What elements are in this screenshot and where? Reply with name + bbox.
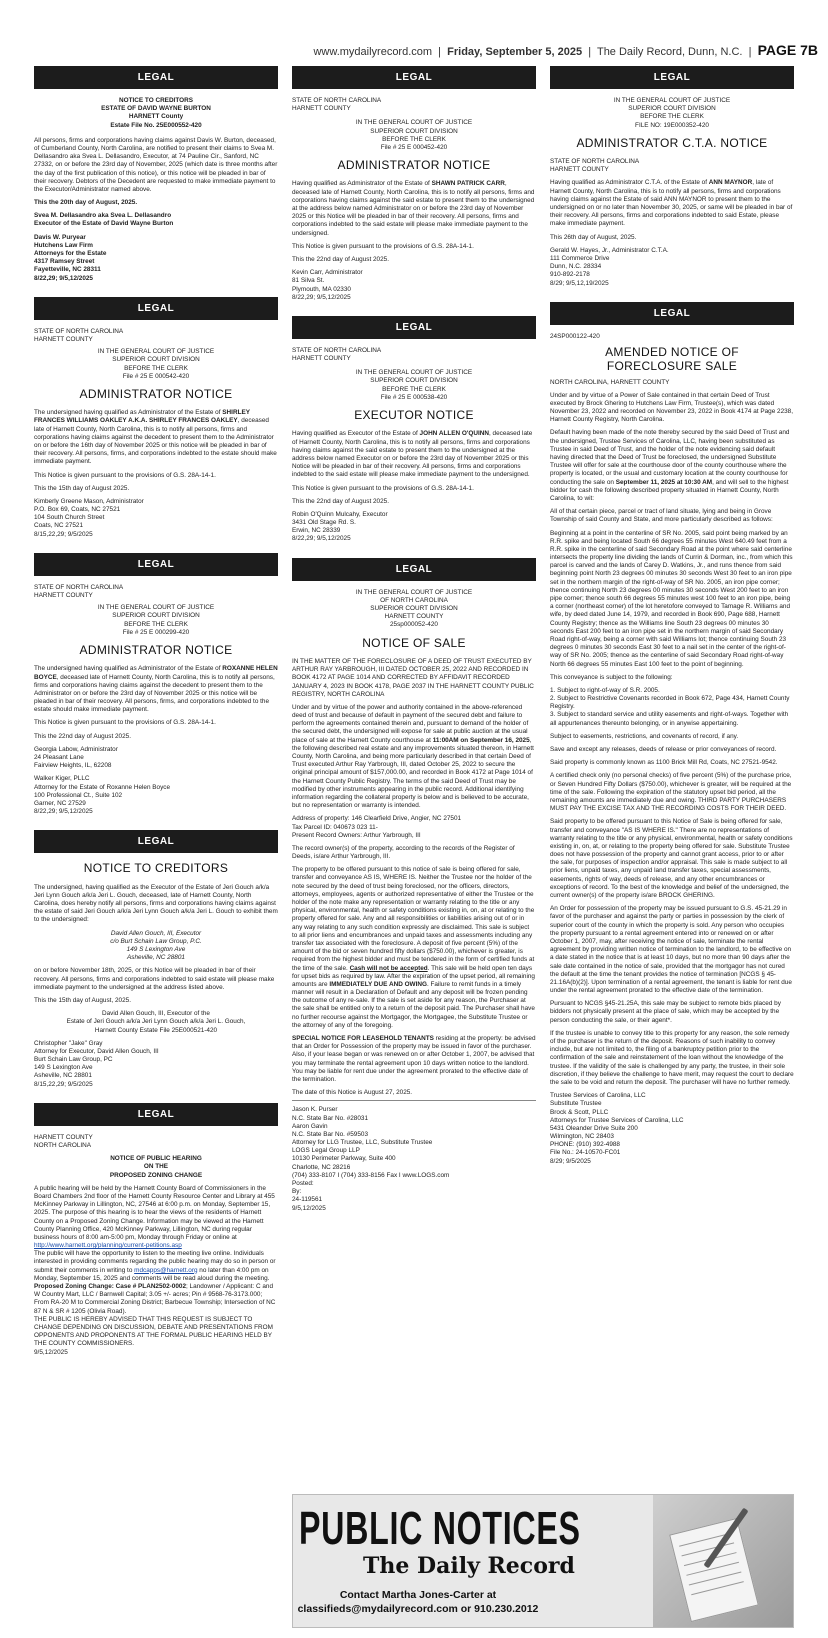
- county-line: HARNETT COUNTY: [292, 355, 351, 363]
- cash-warning: Cash will not be accepted: [349, 964, 428, 972]
- ad-contact: Contact Martha Jones-Carter at: [339, 1589, 497, 1601]
- paper-name: The Daily Record, Dunn, N.C.: [596, 46, 743, 58]
- sale-time: September 11, 2025 at 10:30 AM: [615, 478, 713, 486]
- court-line: OF NORTH CAROLINA: [380, 596, 448, 604]
- legal-banner: LEGAL: [550, 66, 794, 89]
- sale-time: 11:00AM on September 16, 2025: [432, 736, 530, 744]
- legal-banner: LEGAL: [34, 66, 278, 89]
- county-line: HARNETT COUNTY: [34, 335, 93, 343]
- address-line: Aaron Gavin: [292, 1122, 328, 1130]
- notice-caps: IN THE MATTER OF THE FORECLOSURE OF A DEED OF TRUST EXECUTED BY ARTHUR RAY YARBROUGH, III DATED OCTOBER 25, 2022 AND RECORDED IN BOOK 4172 AT PAGE 1014 AND CORRECTED BY AFFIDAVIT RECORDED JANUARY 4, 2023 IN BOOK 4178, PAGE 2037 IN THE HARNETT COUNTY PUBLIC REGISTRY, NORTH CAROLINA: [292, 657, 534, 698]
- publication-dates: 8/22,29; 9/5,12/2025: [34, 274, 93, 282]
- notice-body: Pursuant to NCGS §45-21.25A, this sale may be subject to remote bids placed by bidders not physically present at the place of sale, which may be accepted by the person conducting the sale, or their agent*.: [550, 1000, 781, 1024]
- file-number: 25sp000052-420: [390, 621, 438, 629]
- court-line: HARNETT COUNTY: [384, 613, 444, 621]
- publication-dates: 8/15,22,29; 9/5/2025: [34, 530, 93, 538]
- court-line: SUPERIOR COURT DIVISION: [628, 105, 716, 113]
- court-line: IN THE GENERAL COURT OF JUSTICE: [97, 348, 215, 356]
- notice-date: This the 22nd day of August 2025.: [34, 732, 131, 740]
- publication-dates: 8/22,29; 9/5,12/2025: [34, 808, 93, 816]
- notice-body: , the following described real estate and any improvements situated thereon, in Harnett County, North Carolina, and being more particularly described in that certain Deed of Trust executed Arthur Ray Yarbrough, III, dated October 25, 2022 to secure the original principal amount of $157,000.00, and recorded in Book 4172 at Page 1014 of the Harnett County Public Registry. The terms of the said Deed of Trust may be modified by other instruments appearing in the public record. Additional identifying information regarding the collateral property is below and is believed to be accurate, but no representation or warranty is intended.: [292, 736, 534, 810]
- property-address: Address of property: 146 Clearfield Drive, Angier, NC 27501: [292, 815, 462, 823]
- legal-banner: LEGAL: [34, 830, 278, 853]
- signer: Harnett County Estate File 25E000521-420: [94, 1026, 218, 1034]
- notice-body: Having qualified as Administrator C.T.A. of the Estate of: [550, 179, 709, 187]
- notice-date: This the 15th day of August, 2025.: [34, 996, 131, 1004]
- page-header: www.mydailyrecord.com | Friday, September 5, 2025 | The Daily Record, Dunn, N.C. | PAGE 7B: [313, 42, 818, 58]
- address-line: Garner, NC 27529: [34, 799, 86, 807]
- column-3: [550, 66, 794, 1634]
- legal-banner: LEGAL: [34, 1103, 278, 1126]
- address-line: N.C. State Bar No. #28031: [292, 1114, 369, 1122]
- case-number: Proposed Zoning Change: Case # PLAN2502-0002: [34, 1283, 186, 1291]
- notice-line: Estate File No. 25E000552-420: [110, 121, 202, 129]
- email-link[interactable]: mdcapps@harnett.org: [134, 1266, 198, 1274]
- notice-body: , deceased late of Harnett County, North Carolina, this is to notify all persons, firms and corporations having claims against the said estate to present them to the undersigned at the address below named Executor on or before the 23rd day of November 2025 or this Notice will be pleaded in bar of their recovery. All persons, firms and corporations indebted to the said estate will please make immediate payment to the undersigned.: [292, 430, 533, 479]
- notice-body: All of that certain piece, parcel or tract of land situate, lying and being in Grove Township of said County and State, and more particularly described as follows:: [550, 508, 773, 524]
- legal-banner: LEGAL: [34, 553, 278, 576]
- address-line: 3431 Old Stage Rd. S.: [292, 519, 356, 527]
- notice-body: A certified check only (no personal checks) of five percent (5%) of the purchase price, or Seven Hundred Fifty Dollars ($750.00), whichever is greater, will be required at the time of the sale. Following the expiration of the statutory upset bid period, all the remaining amounts are immediately due and owing. THIRD PARTY PURCHASERS MUST PAY THE EXCISE TAX AND THE RECORDING COSTS FOR THEIR DEED.: [550, 772, 792, 813]
- signer: Estate of Jeri Gouch a/k/a Jeri Lynn Gouch a/k/a Jeri L. Gouch,: [66, 1018, 246, 1026]
- address-line: 81 Silva St.: [292, 277, 325, 285]
- notice-body: Save and except any releases, deeds of release or prior conveyances of record.: [550, 746, 777, 754]
- address-line: (704) 333-8107 I (704) 333-8156 Fax I www.LOGS.com: [292, 1171, 450, 1179]
- decedent-name: ANN MAYNOR: [708, 179, 753, 187]
- court-line: SUPERIOR COURT DIVISION: [370, 127, 458, 135]
- county-line: NORTH CAROLINA, HARNETT COUNTY: [550, 378, 670, 386]
- statute-line: This Notice is given pursuant to the provisions of G.S. 28A-14-1.: [292, 242, 474, 250]
- notice-title: NOTICE OF PUBLIC HEARING: [110, 1155, 202, 1163]
- state-line: NORTH CAROLINA: [34, 1142, 92, 1150]
- legal-banner: LEGAL: [292, 66, 536, 89]
- signer: David Allen Gouch, III, Executor of the: [102, 1010, 210, 1018]
- notice-body: , deceased late of Harnett County, North Carolina, this is to notify all persons, firms and corporations having claims against the said estate to present them to the undersigned at the address below named Administrator on or before the 23rd day of November 2025 or this Notice will be pleaded in bar of their recovery. All persons, firms and corporations indebted to the said estate will please make immediate payment to the undersigned.: [292, 180, 535, 237]
- address-line: Attorney for Executor, David Allen Gouch, III: [34, 1047, 159, 1055]
- notice-body: Having qualified as Administrator of the Estate of: [292, 180, 432, 188]
- address-line: c/o Burt Schain Law Group, P.C.: [110, 937, 202, 945]
- address-line: Attorneys for the Estate: [34, 250, 107, 257]
- address-line: Brock & Scott, PLLC: [550, 1108, 609, 1116]
- address-line: 149 S Lexington Ave: [34, 1064, 93, 1072]
- notice-admin-oakley: [34, 328, 278, 539]
- address-line: Fairview Heights, IL, 62208: [34, 762, 112, 770]
- address-line: 111 Commerce Drive: [550, 254, 610, 262]
- notice-body: The undersigned, having qualified as the Executor of the Estate of Jeri Gouch a/k/a Jeri Lynn Gouch a/k/a Jeri L. Gouch, deceased, late of Harnett County, North Carolina, does hereby notify all persons, firms and corporations having claims against the estate of said Jeri Gouch a/k/a Jeri Lynn Gouch a/k/a Jeri L. Gouch to exhibit them to the undersigned:: [34, 883, 278, 924]
- signer-title: Executor of the Estate of David Wayne Burton: [34, 220, 174, 228]
- address-line: 5431 Oleander Drive Suite 200: [550, 1124, 638, 1132]
- notice-title: ON THE: [143, 1163, 169, 1171]
- notice-body: , deceased late of Harnett County, North Carolina, this is to notify all persons, firms and corporations having claims against the decedent to present them to the Administrator on or before the 16th day of November 2025 or this notice will be pleaded in bar of their recovery. All persons, firms, and corporations indebted to the estate should make immediate payment.: [34, 417, 277, 466]
- notice-date: The date of this Notice is August 27, 2025.: [292, 1089, 536, 1101]
- legal-banner: LEGAL: [34, 297, 278, 320]
- state-line: STATE OF NORTH CAROLINA: [292, 346, 382, 354]
- notice-body: Default having been made of the note thereby secured by the said Deed of Trust and the undersigned, Trustee Services of Carolina, LLC, having been substituted as Trustee in said Deed of Trust, and the holder of the note evidencing said default having directed that the Deed of Trust be foreclosed, the undersigned Substitute Trustee will offer for sale at the courthouse door of the county courthouse where the property is located, or the usual and customary location at the county courthouse for conducting the sale on: [550, 429, 790, 486]
- address-line: Posted:: [292, 1180, 314, 1188]
- due-warning: IMMEDIATELY DUE AND OWING: [329, 980, 427, 988]
- notice-date: This 26th day of August, 2025.: [550, 233, 637, 241]
- case-details: ; Landowner / Applicant: C and W Country Mart, LLC / Barnwell Capital; 3.05 +/- acres; Pin # 9568-76-3173.000; From RA-20 M to Commercial Zoning District; Barbecue Township; Intersection of NC 87 N & SR # 1205 (Olivia Road).: [34, 1283, 276, 1315]
- publication-dates: 9/5,12/2025: [34, 1348, 68, 1356]
- tenant-heading: SPECIAL NOTICE FOR LEASEHOLD TENANTS: [292, 1035, 434, 1043]
- address-line: Charlotte, NC 28216: [292, 1163, 351, 1171]
- column-1: [34, 66, 278, 1634]
- address-line: 104 South Church Street: [34, 514, 105, 522]
- notice-body: This conveyance is subject to the following:: [550, 673, 673, 681]
- address-line: Plymouth, MA 02330: [292, 285, 351, 293]
- county-line: HARNETT COUNTY: [550, 166, 609, 174]
- address-line: Christopher "Jake" Gray: [34, 1039, 103, 1047]
- notice-body: , and will sell to the highest bidder for cash the following described property situated in Harnett County, North Carolina, to wit:: [550, 478, 789, 502]
- notice-line: HARNETT County: [128, 113, 184, 121]
- notice-body: no later than 4:00 pm on Monday, September 15, 2025 and comments will be read aloud during the meeting.: [34, 1266, 270, 1282]
- address-line: Burt Schain Law Group, PC: [34, 1056, 113, 1064]
- address-line: Asheville, NC 28801: [34, 1072, 92, 1080]
- court-line: BEFORE THE CLERK: [382, 135, 446, 143]
- address-line: Attorney for LLG Trustee, LLC, Substitute Trustee: [292, 1139, 433, 1147]
- site-url[interactable]: www.mydailyrecord.com: [313, 46, 433, 58]
- court-line: IN THE GENERAL COURT OF JUSTICE: [355, 369, 473, 377]
- address-line: Davis W. Puryear: [34, 233, 86, 241]
- notice-title: AMENDED NOTICE OF: [605, 344, 739, 359]
- notice-body: The undersigned having qualified as Administrator of the Estate of: [34, 409, 223, 417]
- notice-creditors-burton: [34, 97, 278, 283]
- address-line: 149 S Lexington Ave: [126, 946, 186, 954]
- issue-date: Friday, September 5, 2025: [447, 46, 583, 58]
- notice-body: Said property to be offered pursuant to this Notice of Sale is being offered for sale, transfer and conveyance "AS IS WHERE IS." There are no representations of warranty relating to the title or any physical, environmental, health or safety conditions existing in, on, at, or relating to the property being offered for sale. Substitute Trustee does not have possession of the property and cannot grant access, prior to or after the sale, for purposes of inspection and/or appraisal. This sale is made subject to all prior liens, unpaid taxes, any unpaid land transfer taxes, special assessments, easements, rights of way, deeds of release, and any other encumbrances or exceptions of record. To the best of the knowledge and belief of the undersigned, the current owner(s) of the property is/are BROCK GHERING.: [550, 818, 793, 900]
- ad-title: PUBLIC NOTICES: [299, 1502, 581, 1554]
- statute-line: This Notice is given pursuant to the provisions of G.S. 28A-14-1.: [292, 484, 474, 492]
- column-2: [292, 66, 536, 1634]
- address-line: Dunn, N.C. 28334: [550, 263, 602, 271]
- court-line: SUPERIOR COURT DIVISION: [370, 377, 458, 385]
- notice-body: The undersigned having qualified as Administrator of the Estate of: [34, 665, 223, 673]
- court-line: SUPERIOR COURT DIVISION: [112, 356, 200, 364]
- legal-banner: LEGAL: [292, 316, 536, 339]
- address-line: Walker Kiger, PLLC: [34, 775, 90, 783]
- notice-body: residing at the property: be advised that an Order for Possession of the property may be issued in favor of the purchaser. Also, if your lease began or was renewed on or after October 1, 2007, be advised that you may terminate the rental agreement upon 10 days written notice to the landlord. You may be liable for rent due under the agreement prorated to the effective date of the termination.: [292, 1035, 536, 1083]
- address-line: Kimberly Greene Mason, Administrator: [34, 497, 144, 505]
- address-line: Hutchens Law Firm: [34, 241, 93, 249]
- notice-line: NOTICE TO CREDITORS: [119, 97, 193, 104]
- file-number: File # 25 E 000542-420: [122, 372, 190, 380]
- notice-body: , deceased late of Harnett County, North Carolina, this is to notify all persons, firms and corporations having claims against the decedent to present them to the Administrator on or before the 23rd day of November 2025 or this notice will be pleaded in bar of their recovery. All persons, firms, and corporations indebted to the estate should make immediate payment.: [34, 673, 275, 714]
- notice-title: NOTICE OF SALE: [362, 635, 466, 650]
- decedent-name: SHIRLEY FRANCES WILLIAMS OAKLEY A.K.A. SHIRLEY FRANCES OAKLEY: [34, 409, 250, 425]
- state-line: STATE OF NORTH CAROLINA: [34, 327, 124, 335]
- state-line: STATE OF NORTH CAROLINA: [34, 583, 124, 591]
- notice-date: This the 22nd day of August 2025.: [292, 255, 389, 263]
- address-line: N.C. State Bar No. #59503: [292, 1130, 369, 1138]
- court-line: IN THE GENERAL COURT OF JUSTICE: [355, 119, 473, 127]
- notice-creditors-gouch: [34, 861, 278, 1088]
- notice-body: Subject to easements, restrictions, and covenants of record, if any.: [550, 732, 739, 740]
- newspaper-photo-icon: [653, 1495, 793, 1627]
- notice-body: The property to be offered pursuant to this notice of sale is being offered for sale, transfer and conveyance AS IS, WHERE IS. Neither the Trustee nor the holder of the note secured by the deed of trust being foreclosed, nor the officers, directors, attorneys, employees, agents or authorized representative of either the Trustee or the holder of the note make any representation or warranty relating to the title or any physical, environmental, health or safety conditions existing in, on, at or relating to the property offered for sale. Any and all responsibilities or liabilities arising out of or in any way relating to any such condition expressly are disclaimed. This sale is subject to all prior liens and encumbrances and unpaid taxes and assessments including any transfer tax associated with the foreclosure. A deposit of five percent (5%) of the amount of the bid or seven hundred fifty dollars ($750.00), whichever is greater, is required from the highest bidder and must be tendered in the form of certified funds at the time of the sale.: [292, 866, 535, 972]
- decedent-name: JOHN ALLEN O'QUINN: [419, 430, 489, 438]
- publication-dates: 8/29; 9/5,12,19/2025: [550, 279, 609, 287]
- address-line: 910-892-2178: [550, 271, 590, 279]
- court-line: SUPERIOR COURT DIVISION: [370, 605, 458, 613]
- notice-body: . This sale will be held open ten days for upset bids as required by law. After the expiration of the upset period, all remaining amounts are: [292, 964, 535, 988]
- decedent-name: SHAWN PATRICK CARR: [431, 180, 505, 188]
- address-line: 24 Pleasant Lane: [34, 754, 84, 762]
- state-line: STATE OF NORTH CAROLINA: [292, 97, 382, 104]
- address-line: Asheville, NC 28801: [127, 954, 185, 962]
- legal-banner: LEGAL: [550, 302, 794, 325]
- notice-body: , late of Harnett County, North Carolina, this is to notify all persons, firms and corporations having claims against the Estate of said ANN MAYNOR to present them to the undersigned on or no later than November 30, 2025, or same will be pleaded in bar of their recovery. All persons, firms and corporations indebted to said Estate, please make immediate payment.: [550, 179, 793, 228]
- notice-admin-cta-maynor: [550, 97, 794, 288]
- record-owners: Present Record Owners: Arthur Yarbrough, III: [292, 831, 421, 839]
- address-line: File No.: 24-10570-FC01: [550, 1149, 621, 1157]
- address-line: Fayetteville, NC 28311: [34, 266, 101, 274]
- file-number: File # 25 E 000452-420: [380, 143, 448, 151]
- planning-link[interactable]: http://www.harnett.org/planning/current-petitions.asp: [34, 1242, 182, 1250]
- notice-body: on or before November 18th, 2025, or this Notice will be pleaded in bar of their recovery. All persons, firms and corporations indebted to said estate will please make immediate payment to the undersigned at the address listed above.: [34, 967, 275, 991]
- county-line: HARNETT COUNTY: [34, 1133, 93, 1141]
- address-line: LOGS Legal Group LLP: [292, 1147, 360, 1155]
- publication-dates: 8/22,29; 9/5,12/2025: [292, 535, 351, 543]
- signer: Svea M. Dellasandro aka Svea L. Dellasandro: [34, 212, 172, 220]
- notice-body: Said property is commonly known as 1100 Brick Mill Rd, Coats, NC 27521-9542.: [550, 759, 778, 767]
- address-line: Wilmington, NC 28403: [550, 1133, 614, 1141]
- court-line: BEFORE THE CLERK: [124, 364, 188, 372]
- address-line: Erwin, NC 28339: [292, 527, 341, 535]
- address-line: Georgia Labow, Administrator: [34, 745, 118, 753]
- court-line: IN THE GENERAL COURT OF JUSTICE: [97, 604, 215, 612]
- notice-body: Under and by virtue of a Power of Sale contained in that certain Deed of Trust executed by Brock Ghering to Hutchens Law Firm, Trustee(s), which was dated November 23, 2022 and recorded on November 23, 2022 in Book 4174 at Page 2238, Harnett County Registry, North Carolina.: [550, 391, 794, 424]
- address-line: PHONE: (910) 392-4988: [550, 1141, 620, 1149]
- file-number: FILE NO: 19E000352-420: [635, 121, 709, 129]
- notice-admin-carr: [292, 97, 536, 302]
- court-line: BEFORE THE CLERK: [640, 113, 704, 121]
- list-item: 3. Subject to standard service and utility easements and right-of-ways. Together with all appurtenances thereunto belonging, or in anywise appertaining.: [550, 711, 789, 727]
- county-line: HARNETT COUNTY: [292, 105, 351, 113]
- notice-foreclosure-ghering: [550, 333, 794, 1166]
- publication-dates: 9/5,12/2025: [292, 1204, 326, 1212]
- public-notices-ad[interactable]: [292, 1494, 794, 1628]
- address-line: Attorneys for Trustee Services of Carolina, LLC: [550, 1116, 684, 1124]
- notice-line: ESTATE OF DAVID WAYNE BURTON: [101, 105, 211, 113]
- notice-title: ADMINISTRATOR NOTICE: [337, 158, 491, 173]
- publication-dates: 8/29; 9/5/2025: [550, 1157, 591, 1165]
- notice-of-sale-yarbrough: [292, 589, 536, 1213]
- file-number: File # 25 E 000299-420: [122, 628, 190, 636]
- state-line: STATE OF NORTH CAROLINA: [550, 158, 640, 166]
- court-line: IN THE GENERAL COURT OF JUSTICE: [613, 97, 731, 104]
- list-item: 1. Subject to right-of-way of S.R. 2005.: [550, 686, 660, 694]
- file-number: 24SP000122-420: [550, 332, 600, 340]
- notice-admin-boyce: [34, 584, 278, 816]
- notice-body: An Order for possession of the property may be issued pursuant to G.S. 45-21.29 in favor of the purchaser and against the party or parties in possession by the clerk of superior court of the county in which the property is sold. Any person who occupies the property pursuant to a rental agreement entered into or renewed on or after October 1, 2007, may, after receiving the notice of sale, terminate the rental agreement by providing written notice of termination to the landlord, to be effective on a date stated in the notice that is at least 10 days, but no more than 90 days after the sale date contained in the notice of sale, provided that the mortgagor has not cured the default at the time the tenant provides the notice of termination [NCGS § 45-21.16A(b)(2)]. Upon termination of a rental agreement, the tenant is liable for rent due under the rental agreement prorated to the effective date of the termination.: [550, 905, 792, 995]
- court-line: BEFORE THE CLERK: [382, 385, 446, 393]
- notice-body: Having qualified as Executor of the Estate of: [292, 430, 420, 438]
- notice-title: ADMINISTRATOR NOTICE: [79, 386, 233, 401]
- legal-banner: LEGAL: [292, 558, 536, 581]
- address-line: P.O. Box 69, Coats, NC 27521: [34, 506, 121, 514]
- notice-executor-oquinn: [292, 347, 536, 544]
- notice-body: All persons, firms and corporations having claims against Davis W. Burton, deceased, of Cumberland County, North Carolina, are notified to present their claims to Svea M. Dellasandro aka Svea L. Dellasandro, Executor, at 74 Pauline Cir., Sanford, NC 27332, on or before the 23rd day of November, 2025 (which date is three months after the day of the first publication of this notice), or this notice will be pleaded in bar of their recovery. Debtors of the Decedent are requested to make immediate payment to the Executor/Administrator named above.: [34, 136, 278, 193]
- file-number: File # 25 E 000538-420: [380, 393, 448, 401]
- notice-title: EXECUTOR NOTICE: [354, 408, 474, 423]
- address-line: Attorney for the Estate of Roxanne Helen Boyce: [34, 783, 171, 791]
- notice-body: The public will have the opportunity to listen to the meeting live online. Individuals interested in providing comments regarding the public hearing may do so in person or submit their comments in writing to: [34, 1250, 276, 1274]
- address-line: Coats, NC 27521: [34, 522, 84, 530]
- address-line: 100 Professional Ct., Suite 102: [34, 791, 123, 799]
- notice-public-hearing: [34, 1134, 278, 1357]
- address-line: Kevin Carr, Administrator: [292, 269, 363, 277]
- ad-contact-details[interactable]: classifieds@mydailyrecord.com or 910.230.2012: [297, 1602, 539, 1615]
- daily-record-logo: The Daily Record: [363, 1553, 575, 1579]
- address-line: Gerald W. Hayes, Jr., Administrator C.T.A.: [550, 246, 669, 254]
- address-line: Trustee Services of Carolina, LLC: [550, 1092, 646, 1100]
- decedent-name: ROXANNE HELEN BOYCE: [34, 665, 278, 681]
- notice-body: Under and by virtue of the power and authority contained in the above-referenced deed of trust and because of default in payment of the secured debt and failure to perform the agreements contained therein and, pursuant to demand of the holder of the secured debt, the undersigned will expose for sale at public auction at the usual place of sale at the Harnett County courthouse at: [292, 703, 529, 744]
- address-line: Substitute Trustee: [550, 1100, 602, 1108]
- list-item: 2. Subject to Restrictive Covenants recorded in Book 672, Page 434, Harnett County Registry.: [550, 695, 790, 711]
- address-line: 24-119561: [292, 1196, 323, 1204]
- notice-title: ADMINISTRATOR NOTICE: [79, 642, 233, 657]
- notice-date: This the 20th day of August, 2025.: [34, 199, 138, 207]
- tax-parcel: Tax Parcel ID: 040673 023 11-: [292, 823, 378, 831]
- statute-line: This Notice is given pursuant to the provisions of G.S. 28A-14-1.: [34, 471, 216, 479]
- address-line: Robin O'Quinn Mulcahy, Executor: [292, 510, 388, 518]
- publication-dates: 8/15,22,29; 9/5/2025: [34, 1080, 93, 1088]
- notice-date: This the 15th day of August 2025.: [34, 484, 130, 492]
- court-line: SUPERIOR COURT DIVISION: [112, 612, 200, 620]
- address-line: David Allen Gouch, III, Executor: [110, 929, 202, 937]
- notice-title: NOTICE TO CREDITORS: [83, 861, 229, 876]
- notice-body: If the trustee is unable to convey title to this property for any reason, the sole remedy of the purchaser is the return of the deposit. Reasons of such inability to convey include, but are not limited to, the filing of a bankruptcy petition prior to the confirmation of the sale and reinstatement of the loan without the knowledge of the trustee. If the validity of the sale is challenged by any party, the trustee, in their sole discretion, if they believe the challenge to have merit, may request the court to declare the sale to be void and return the deposit. The purchaser will have no further remedy.: [550, 1029, 794, 1086]
- publication-dates: 8/22,29; 9/5,12/2025: [292, 293, 351, 301]
- notice-body: The record owner(s) of the property, according to the records of the Register of Deeds, is/are Arthur Yarbrough, III.: [292, 844, 515, 861]
- page-number: PAGE 7B: [757, 42, 818, 58]
- court-line: BEFORE THE CLERK: [124, 620, 188, 628]
- notice-title: ADMINISTRATOR C.T.A. NOTICE: [576, 135, 768, 150]
- address-line: Jason K. Purser: [292, 1106, 338, 1114]
- address-line: 4317 Ramsey Street: [34, 258, 95, 266]
- address-line: By:: [292, 1188, 302, 1196]
- notice-caps: THE PUBLIC IS HEREBY ADVISED THAT THIS REQUEST IS SUBJECT TO CHANGE DEPENDING ON DISCUSSION, DEBATE AND PRESENTATIONS FROM OPPONENTS AND PROPONENTS AT THE FORMAL PUBLIC HEARING HELD BY THE COUNTY COMMISSIONERS.: [34, 1315, 273, 1348]
- county-line: HARNETT COUNTY: [34, 592, 93, 600]
- notice-title: FORECLOSURE SALE: [606, 358, 738, 373]
- notice-date: This the 22nd day of August 2025.: [292, 497, 389, 505]
- notice-body: A public hearing will be held by the Harnett County Board of Commissioners in the Board Chambers 2nd floor of the Harnett County Resource Center and Library at 455 McKinney Parkway in Lillington, NC, 27546 at 6:00 p.m. on Monday, September 15, 2025. The purpose of this hearing is to hear the views of the residents of Harnett County on a Proposed Zoning Change. Information may be viewed at the Harnett County Planning Office, 420 McKinney Parkway, Lillington, NC during regular business hours of 8:00 am-5:00 pm, Monday through Friday or online at: [34, 1184, 275, 1241]
- property-description: Beginning at a point in the centerline of SR No. 2005, said point being marked by an R.R. spike and being located South 66 degrees 55 minutes West 640.49 feet from a R.R. spike in the centerline of said Secondary Road at the point where said centerline intersects the property line dividing the lands of Currin & Dorman, inc., from which this parcel is carved and the lands of Carey D. Watkins, Jr., and runs thence from said beginning point North 23 degrees 00 minutes 30 seconds West 30 feet to an iron pipe set in the northern margin of the right-of-way of SR No. 2005, an iron pipe corner; thence continuing North 23 degrees 00 minutes 30 seconds West 200 feet to an iron pipe corner; thence south 66 degrees 55 minutes west 100 feet to an iron pipe, being a corner (northeast corner) of the lot heretofore conveyed to Tamage R. Williams and wife, by deed dated June 14, 1979, and recorded in Book 690, Page 688, Harnett County Registry; thence as the Williams line South 23 degrees 00 minutes 30 seconds East 200 feet to an iron pipe set in the northern margin of said Secondary Road right-of-way, being a corner with said Williams lot; thence continuing South 23 degrees 0 minutes 30 seconds East 30 feet to a nail set in the center of the right-of-way of SR No. 2005; thence as the centerline of said Secondary Road right-of-way North 66 degrees 55 minutes East 100 feet to the point of beginning.: [550, 529, 793, 668]
- notice-body: . Failure to remit funds in a timely manner will result in a Declaration of Default and any deposit will be frozen pending the outcome of any re-sale. If the sale is set aside for any reason, the Purchaser at the sale shall be entitled only to a return of the deposit paid. The Purchaser shall have no further recourse against the Mortgagor, the Mortgagee, the Substitute Trustee or the attorney of any of the foregoing.: [292, 980, 535, 1029]
- statute-line: This Notice is given pursuant to the provisions of G.S. 28A-14-1.: [34, 719, 216, 727]
- court-line: IN THE GENERAL COURT OF JUSTICE: [355, 588, 473, 596]
- notice-title: PROPOSED ZONING CHANGE: [109, 1171, 203, 1179]
- address-line: 10130 Perimeter Parkway, Suite 400: [292, 1155, 396, 1163]
